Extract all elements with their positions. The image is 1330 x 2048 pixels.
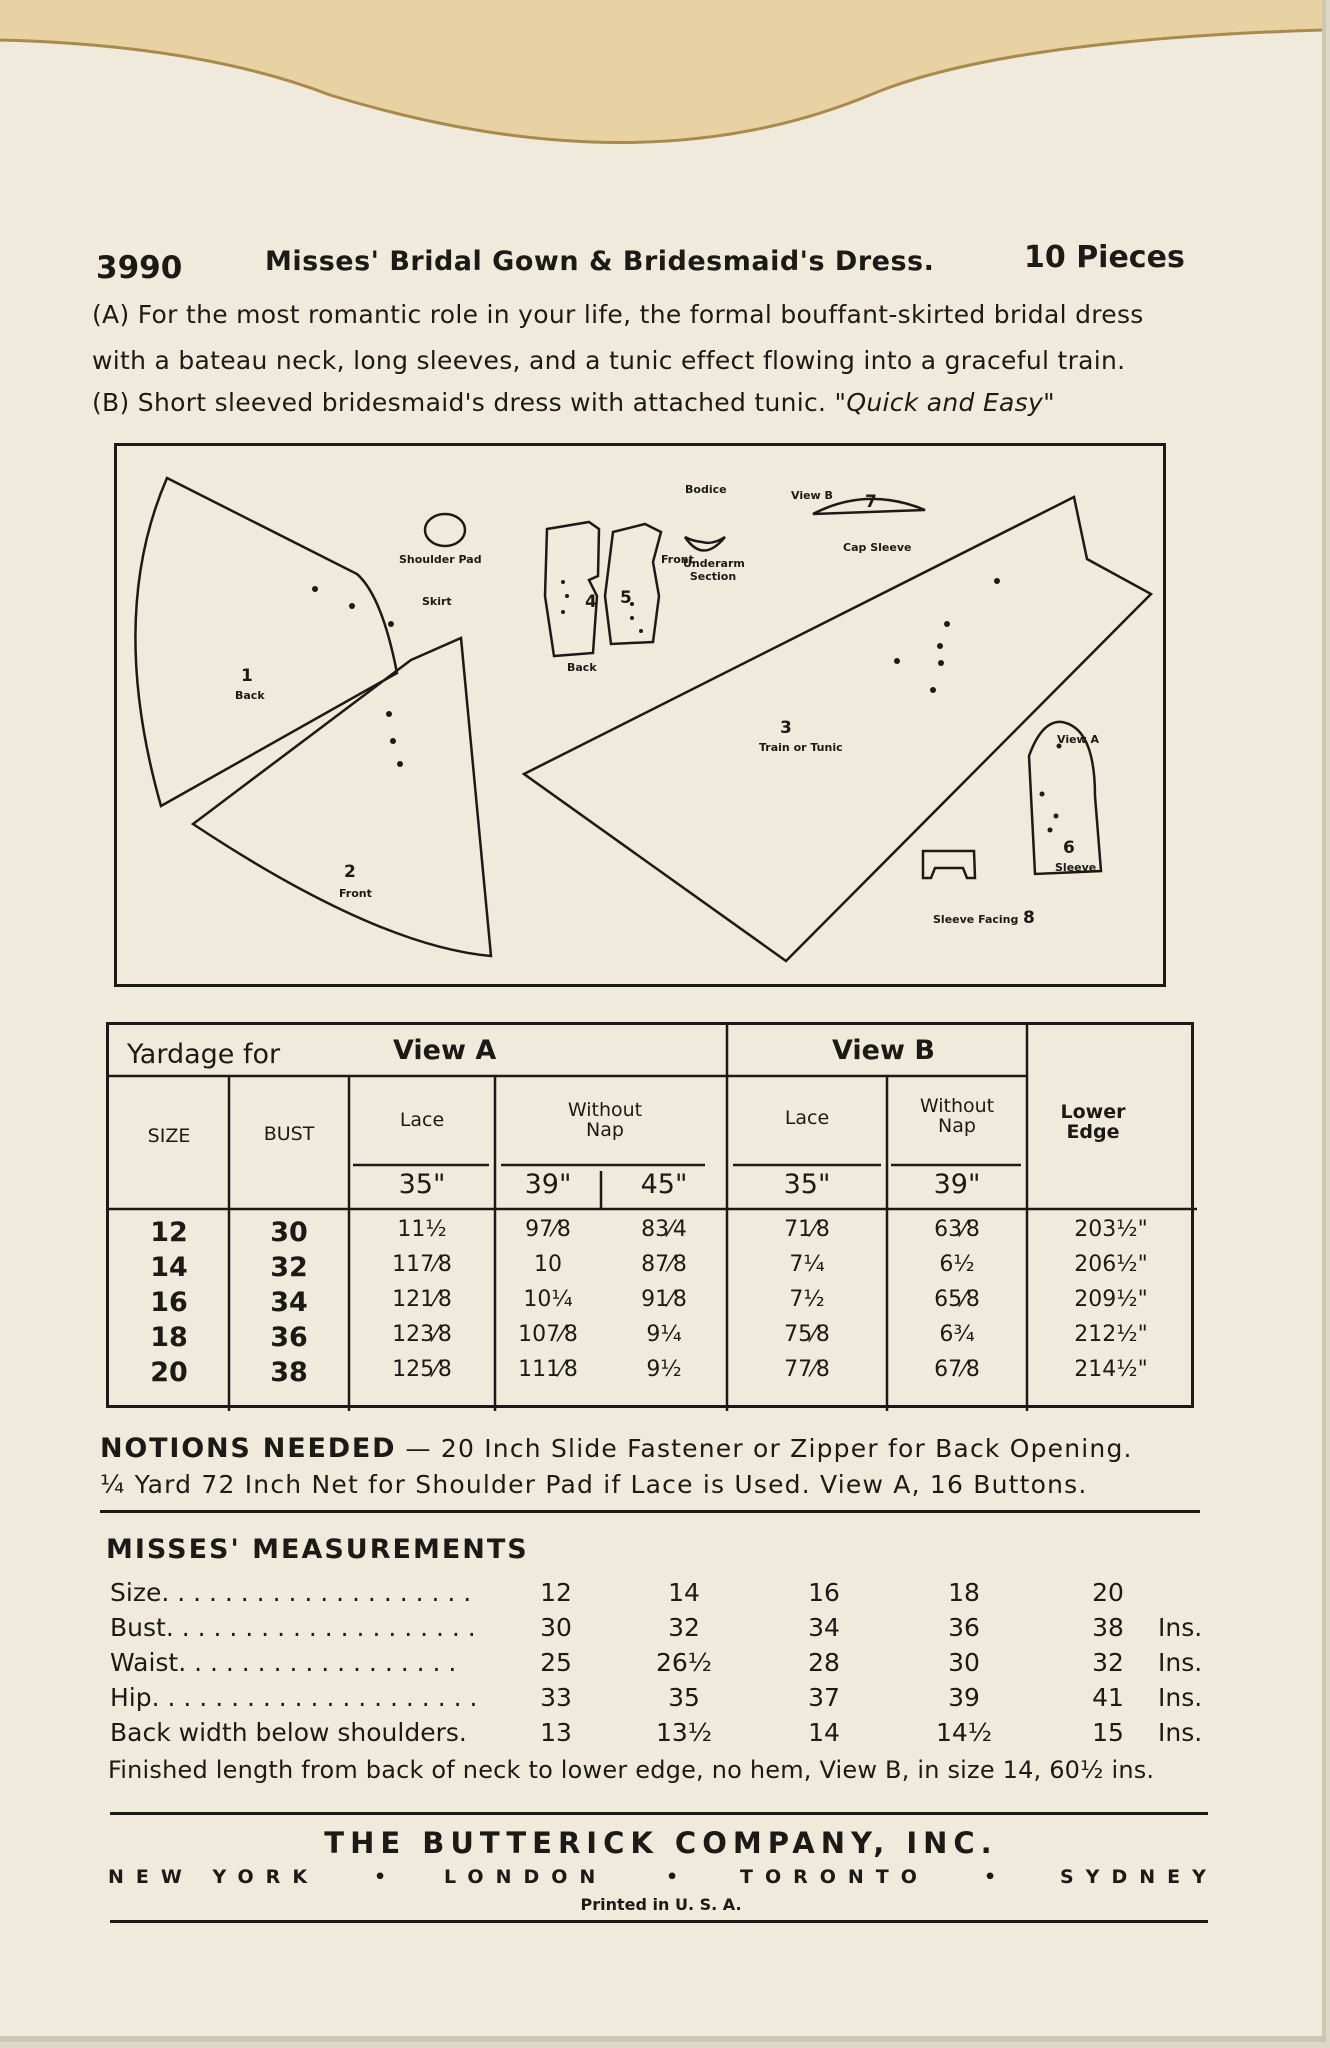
measurements-heading: MISSES' MEASUREMENTS [106, 1534, 529, 1565]
view-b-lace-header: Lace [784, 1107, 830, 1129]
view-a-45-cell: 9¼ [646, 1322, 682, 1347]
measurement-value: 32 [1092, 1648, 1124, 1677]
notions-line-1: — 20 Inch Slide Fastener or Zipper for Back Opening. [405, 1434, 1133, 1463]
measurement-value: 18 [948, 1578, 980, 1607]
measurement-label: Back width below shoulders. [110, 1718, 467, 1747]
cap-sleeve-number: 7 [865, 492, 877, 512]
measurement-label: Waist. . . . . . . . . . . . . . . . . . [110, 1648, 457, 1677]
measurement-value: 20 [1092, 1578, 1124, 1607]
measurement-row [106, 1648, 1226, 1682]
view-b-39-cell: 67⁄8 [934, 1357, 980, 1382]
skirt-back-piece [135, 478, 397, 806]
view-b-39-cell: 65⁄8 [934, 1287, 980, 1312]
yardage-bust-cell: 38 [270, 1357, 308, 1388]
front-skirt-number: 2 [344, 862, 356, 882]
description-line-1: (A) For the most romantic role in your life, the formal bouffant-skirted bridal dress [92, 300, 1144, 329]
measurement-value: 32 [668, 1613, 700, 1642]
view-a-lace-cell: 117⁄8 [392, 1252, 452, 1277]
measurement-value: 13 [540, 1718, 572, 1747]
view-b-without-nap-header: Without Nap [919, 1095, 995, 1137]
measurement-value: 28 [808, 1648, 840, 1677]
description-line-3-quote: " [1043, 388, 1055, 417]
measurement-value: 38 [1092, 1613, 1124, 1642]
view-a-45-cell: 9½ [646, 1357, 682, 1382]
yardage-size-cell: 20 [150, 1357, 188, 1388]
lower-edge-cell: 203½" [1074, 1217, 1148, 1242]
measurement-value: 14½ [935, 1718, 993, 1747]
yardage-title: Yardage for [127, 1039, 281, 1070]
measurement-row [106, 1718, 1226, 1752]
bodice-back-number: 4 [585, 592, 597, 612]
measurement-value: 33 [540, 1683, 572, 1712]
city-separator-1: • [374, 1866, 387, 1888]
view-b-lace-cell: 75⁄8 [784, 1322, 830, 1347]
view-a-45-cell: 87⁄8 [641, 1252, 687, 1277]
measurement-value: 14 [668, 1578, 700, 1607]
measurement-unit: Ins. [1158, 1683, 1203, 1712]
sleeve-facing-number: 8 [1023, 908, 1035, 928]
finished-length-note: Finished length from back of neck to lower edge, no hem, View B, in size 14, 60½ ins. [108, 1756, 1155, 1784]
measurement-value: 37 [808, 1683, 840, 1712]
notions-block [100, 1431, 1133, 1503]
view-b-39-cell: 6¾ [939, 1322, 975, 1347]
view-a-45-width: 45" [640, 1169, 688, 1200]
sleeve-label: Sleeve [1055, 861, 1097, 874]
view-b-lace-cell: 7½ [789, 1287, 825, 1312]
sleeve-number: 6 [1063, 838, 1075, 858]
measurement-value: 34 [808, 1613, 840, 1642]
train-label: Train or Tunic [759, 741, 843, 754]
measurement-label: Size. . . . . . . . . . . . . . . . . . . . [110, 1578, 472, 1607]
measurement-value: 30 [948, 1648, 980, 1677]
view-b-lace-cell: 7¼ [789, 1252, 825, 1277]
shoulder-pad-piece [425, 514, 465, 546]
pattern-title: Misses' Bridal Gown & Bridesmaid's Dress. [265, 246, 935, 277]
view-b-39-cell: 63⁄8 [934, 1217, 980, 1242]
view-a-label: View A [1057, 733, 1100, 746]
view-a-without-nap-header: Without Nap [567, 1099, 643, 1141]
view-b-header: View B [832, 1035, 935, 1066]
view-a-lace-cell: 11½ [397, 1217, 447, 1242]
view-b-label: View B [791, 489, 833, 502]
size-header: SIZE [147, 1125, 191, 1147]
measurement-unit: Ins. [1158, 1613, 1203, 1642]
measurement-label: Bust. . . . . . . . . . . . . . . . . . . . [110, 1613, 476, 1642]
bodice-front-piece [605, 524, 661, 644]
measurement-value: 13½ [655, 1718, 713, 1747]
city-toronto: TORONTO [740, 1866, 929, 1888]
measurement-value: 25 [540, 1648, 572, 1677]
view-a-45-cell: 83⁄4 [641, 1217, 687, 1242]
measurement-row [106, 1683, 1226, 1717]
view-a-header: View A [393, 1035, 497, 1066]
view-a-45-cell: 91⁄8 [641, 1287, 687, 1312]
cap-sleeve-label: Cap Sleeve [843, 541, 912, 554]
view-a-39-cell: 107⁄8 [518, 1322, 578, 1347]
measurement-value: 14 [808, 1718, 840, 1747]
measurement-value: 26½ [655, 1648, 713, 1677]
measurement-value: 30 [540, 1613, 572, 1642]
skirt-label: Skirt [422, 595, 452, 608]
view-a-lace-width: 35" [398, 1169, 446, 1200]
front-skirt-label: Front [339, 887, 372, 900]
description-line-3 [92, 388, 1055, 417]
view-a-lace-header: Lace [399, 1109, 445, 1131]
piece-count: 10 Pieces [1024, 240, 1185, 275]
measurement-row [106, 1613, 1226, 1647]
sleeve-facing-label: Sleeve Facing [933, 913, 1019, 926]
measurement-unit: Ins. [1158, 1648, 1203, 1677]
underarm-piece [685, 537, 725, 551]
bodice-back-label: Back [567, 661, 597, 674]
view-b-lace-cell: 71⁄8 [784, 1217, 830, 1242]
view-b-lace-cell: 77⁄8 [784, 1357, 830, 1382]
description-line-2: with a bateau neck, long sleeves, and a tunic effect flowing into a graceful train. [92, 346, 1126, 375]
footer-rule-bottom [110, 1920, 1208, 1923]
measurement-unit: Ins. [1158, 1718, 1203, 1747]
printed-in-usa: Printed in U. S. A. [580, 1895, 742, 1914]
underarm-label: Underarm Section [683, 557, 745, 583]
skirt-front-piece [193, 638, 491, 956]
yardage-size-cell: 12 [150, 1217, 188, 1248]
shoulder-pad-label: Shoulder Pad [399, 553, 482, 566]
yardage-bust-cell: 34 [270, 1287, 308, 1318]
yardage-size-cell: 16 [150, 1287, 188, 1318]
pattern-pieces-drawing [117, 446, 1169, 990]
lower-edge-cell: 214½" [1074, 1357, 1148, 1382]
view-a-lace-cell: 123⁄8 [392, 1322, 452, 1347]
measurement-value: 12 [540, 1578, 572, 1607]
city-separator-3: • [984, 1866, 997, 1888]
view-a-39-cell: 97⁄8 [525, 1217, 571, 1242]
view-a-39-cell: 111⁄8 [518, 1357, 578, 1382]
view-b-39-width: 39" [933, 1169, 981, 1200]
city-separator-2: • [666, 1866, 679, 1888]
quick-and-easy-label: Quick and Easy [846, 388, 1044, 417]
view-a-lace-cell: 121⁄8 [392, 1287, 452, 1312]
measurement-value: 36 [948, 1613, 980, 1642]
bodice-back-piece [545, 522, 599, 656]
bodice-front-number: 5 [620, 588, 632, 608]
notions-rule [100, 1510, 1200, 1513]
measurement-value: 39 [948, 1683, 980, 1712]
yardage-bust-cell: 36 [270, 1322, 308, 1353]
lower-edge-cell: 212½" [1074, 1322, 1148, 1347]
yardage-bust-cell: 30 [270, 1217, 308, 1248]
city-new-york: NEW YORK [108, 1866, 320, 1888]
bust-header: BUST [263, 1123, 315, 1145]
notions-heading: NOTIONS NEEDED [100, 1433, 397, 1464]
view-a-lace-cell: 125⁄8 [392, 1357, 452, 1382]
notions-line-2: ¼ Yard 72 Inch Net for Shoulder Pad if Lace is Used. View A, 16 Buttons. [100, 1470, 1088, 1499]
view-b-lace-width: 35" [783, 1169, 831, 1200]
measurement-row [106, 1578, 1226, 1612]
description-line-3-text: (B) Short sleeved bridesmaid's dress with attached tunic. " [92, 388, 847, 417]
measurement-label: Hip. . . . . . . . . . . . . . . . . . . . . [110, 1683, 478, 1712]
city-london: LONDON [444, 1866, 608, 1888]
company-name: THE BUTTERICK COMPANY, INC. [324, 1826, 998, 1860]
measurement-value: 41 [1092, 1683, 1124, 1712]
lower-edge-cell: 206½" [1074, 1252, 1148, 1277]
view-a-39-width: 39" [524, 1169, 572, 1200]
yardage-size-cell: 18 [150, 1322, 188, 1353]
city-sydney: SYDNEY [1060, 1866, 1218, 1888]
bodice-label: Bodice [685, 483, 727, 496]
measurement-value: 15 [1092, 1718, 1124, 1747]
pattern-pieces-diagram [114, 443, 1166, 987]
measurement-value: 35 [668, 1683, 700, 1712]
footer-rule-top [110, 1812, 1208, 1815]
train-number: 3 [780, 718, 792, 738]
view-b-39-cell: 6½ [939, 1252, 975, 1277]
sleeve-facing-piece [923, 851, 975, 878]
bodice-front-label: Front [661, 553, 694, 566]
yardage-table [106, 1022, 1194, 1408]
measurement-value: 16 [808, 1578, 840, 1607]
lower-edge-header: Lower Edge [1060, 1101, 1126, 1143]
yardage-size-cell: 14 [150, 1252, 188, 1283]
lower-edge-cell: 209½" [1074, 1287, 1148, 1312]
pattern-number: 3990 [96, 250, 183, 286]
view-a-39-cell: 10¼ [523, 1287, 573, 1312]
back-skirt-number: 1 [241, 666, 253, 686]
yardage-bust-cell: 32 [270, 1252, 308, 1283]
view-a-39-cell: 10 [534, 1252, 562, 1277]
train-piece [524, 497, 1151, 961]
envelope-flap [0, 0, 1322, 160]
back-skirt-label: Back [235, 689, 265, 702]
